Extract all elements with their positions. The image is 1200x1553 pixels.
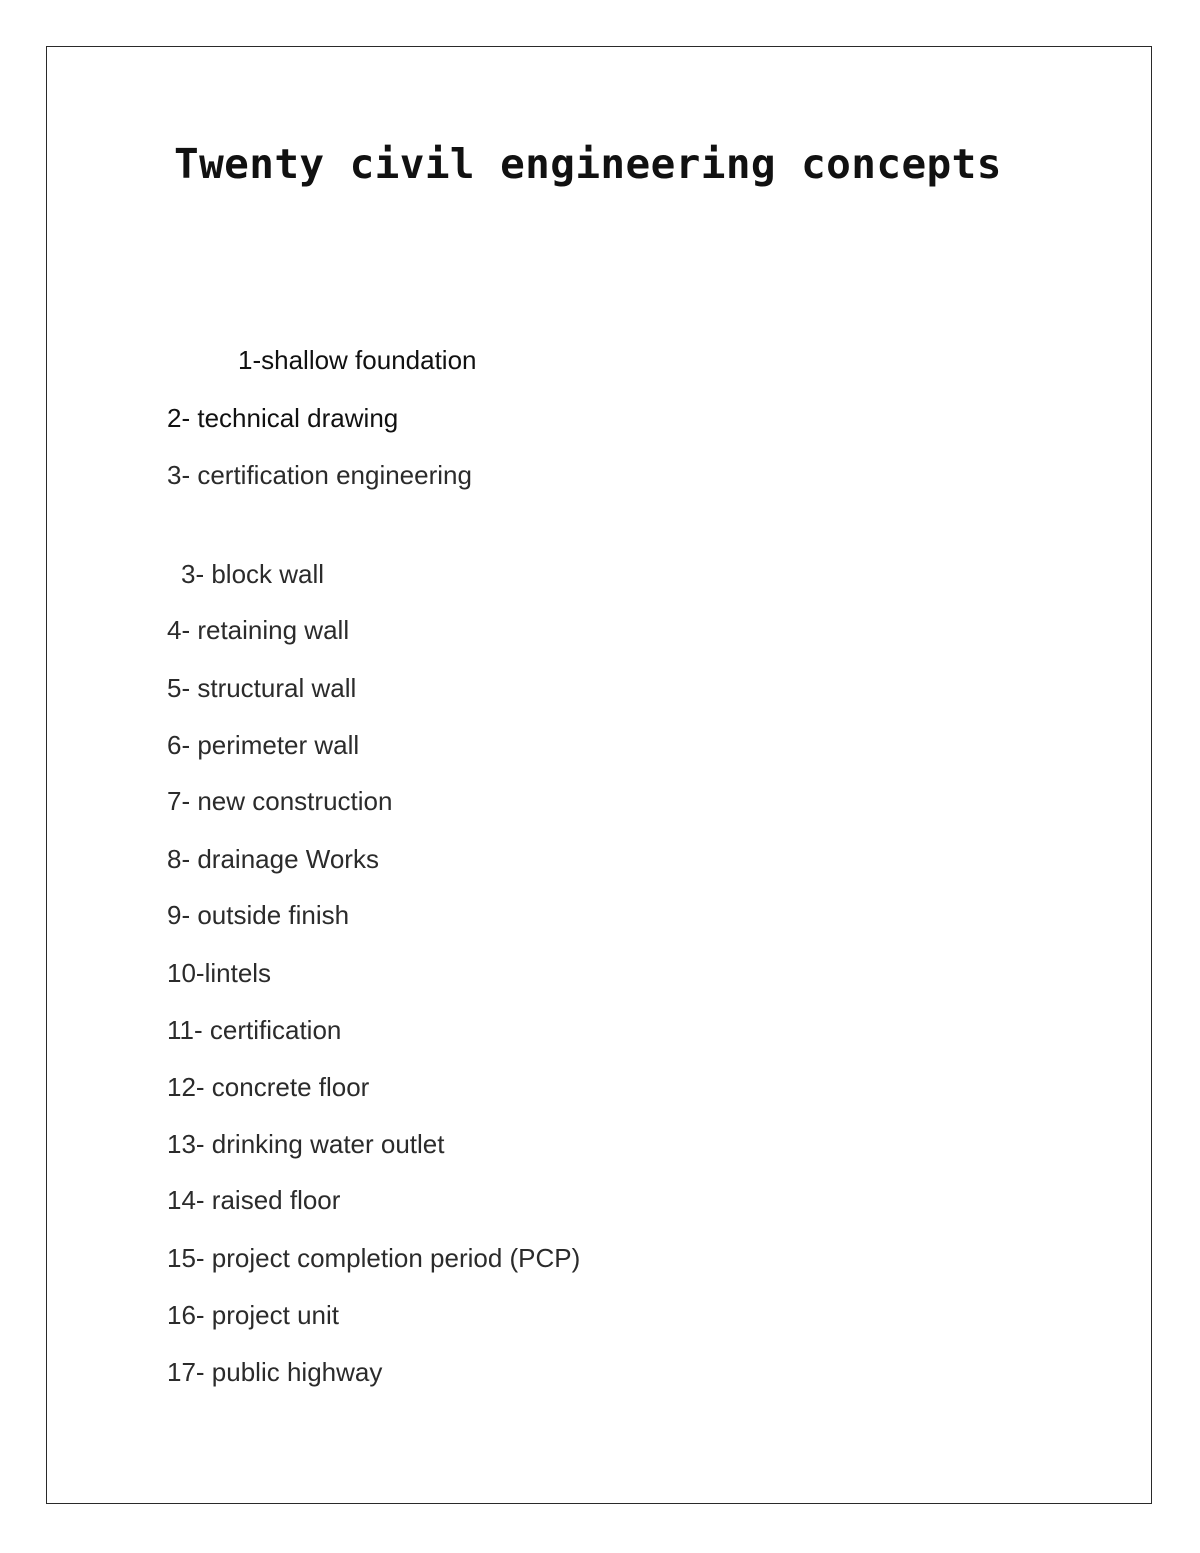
concept-item: 7- new construction	[167, 786, 393, 816]
concept-item: 15- project completion period (PCP)	[167, 1243, 581, 1273]
concept-item: 9- outside finish	[167, 900, 350, 930]
concept-item: 2- technical drawing	[167, 403, 399, 433]
concept-item: 8- drainage Works	[167, 844, 379, 874]
concept-item: 1-shallow foundation	[238, 345, 477, 375]
concept-item: 6- perimeter wall	[167, 730, 360, 760]
document-title: Twenty civil engineering concepts	[174, 140, 1002, 188]
concept-item: 13- drinking water outlet	[167, 1129, 445, 1159]
concept-item: 3- certification engineering	[167, 460, 472, 490]
concept-item: 12- concrete floor	[167, 1072, 370, 1102]
document-page	[46, 46, 1152, 1504]
concept-item: 17- public highway	[167, 1357, 383, 1387]
concept-item: 14- raised floor	[167, 1185, 341, 1215]
concept-item: 16- project unit	[167, 1300, 339, 1330]
concept-item: 5- structural wall	[167, 673, 357, 703]
concept-item: 3- block wall	[181, 559, 325, 589]
concept-item: 4- retaining wall	[167, 615, 350, 645]
concept-item: 11- certification	[167, 1015, 342, 1045]
concept-item: 10-lintels	[167, 958, 272, 988]
